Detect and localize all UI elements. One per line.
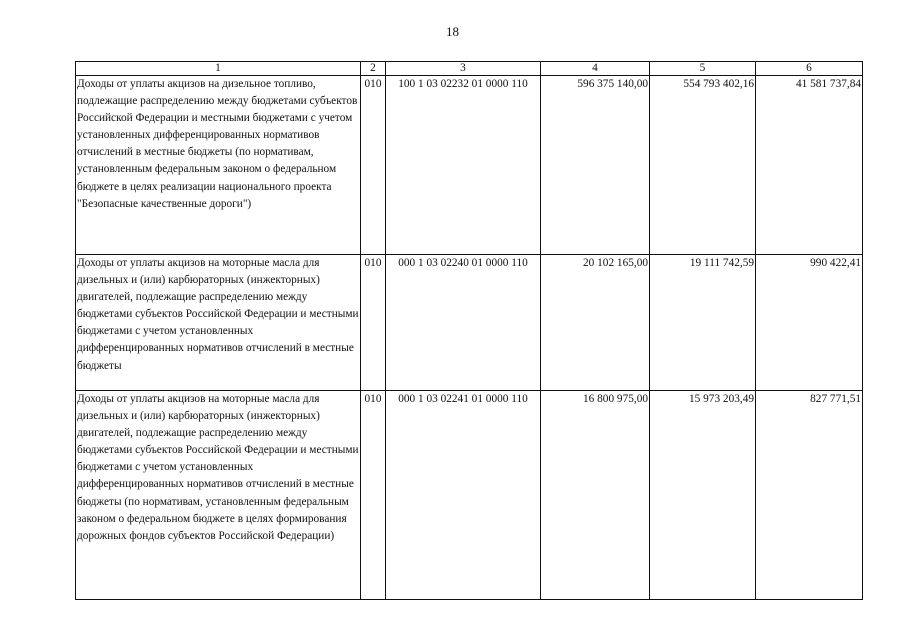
column-header-1: 1 — [76, 62, 361, 76]
column-header-2: 2 — [361, 62, 386, 76]
row-description: Доходы от уплаты акцизов на моторные масла для дизельных и (или) карбюраторных (инжекторных) двигателей, подлежащие распределению между бюджетами субъектов Российской Федерации и местными бюджетами с учетом установленных дифференцированных нормативов отчислений в местные бюджеты — [76, 255, 361, 391]
column-header-3: 3 — [386, 62, 541, 76]
row-value-col5: 19 111 742,59 — [650, 255, 756, 391]
row-admin-code: 010 — [361, 76, 386, 255]
row-value-col5: 15 973 203,49 — [650, 391, 756, 600]
row-admin-code: 010 — [361, 255, 386, 391]
page-number: 18 — [446, 24, 459, 39]
table-row — [76, 391, 863, 600]
table-row — [76, 76, 863, 255]
revenue-table — [75, 61, 863, 600]
column-header-6: 6 — [756, 62, 863, 76]
row-description: Доходы от уплаты акцизов на моторные масла для дизельных и (или) карбюраторных (инжекторных) двигателей, подлежащие распределению между бюджетами субъектов Российской Федерации и местными бюджетами с учетом установленных дифференцированных нормативов отчислений в местные бюджеты (по нормативам, установленным федеральным законом о федеральном бюджете в целях формирования дорожных фондов субъектов Российской Федерации) — [76, 391, 361, 600]
table-row — [76, 255, 863, 391]
row-value-col6: 827 771,51 — [756, 391, 863, 600]
row-admin-code: 010 — [361, 391, 386, 600]
row-budget-code: 000 1 03 02241 01 0000 110 — [386, 391, 541, 600]
row-value-col4: 20 102 165,00 — [541, 255, 650, 391]
row-value-col4: 596 375 140,00 — [541, 76, 650, 255]
row-value-col4: 16 800 975,00 — [541, 391, 650, 600]
column-header-4: 4 — [541, 62, 650, 76]
row-budget-code: 100 1 03 02232 01 0000 110 — [386, 76, 541, 255]
row-value-col6: 990 422,41 — [756, 255, 863, 391]
column-header-5: 5 — [650, 62, 756, 76]
row-value-col6: 41 581 737,84 — [756, 76, 863, 255]
header-row — [76, 62, 863, 76]
row-description: Доходы от уплаты акцизов на дизельное топливо, подлежащие распределению между бюджетами субъектов Российской Федерации и местными бюджетами с учетом установленных дифференцированных нормативов отчислений в местные бюджеты (по нормативам, установленным федеральным законом о федеральном бюджете в целях реализации национального проекта "Безопасные качественные дороги") — [76, 76, 361, 255]
row-budget-code: 000 1 03 02240 01 0000 110 — [386, 255, 541, 391]
row-value-col5: 554 793 402,16 — [650, 76, 756, 255]
